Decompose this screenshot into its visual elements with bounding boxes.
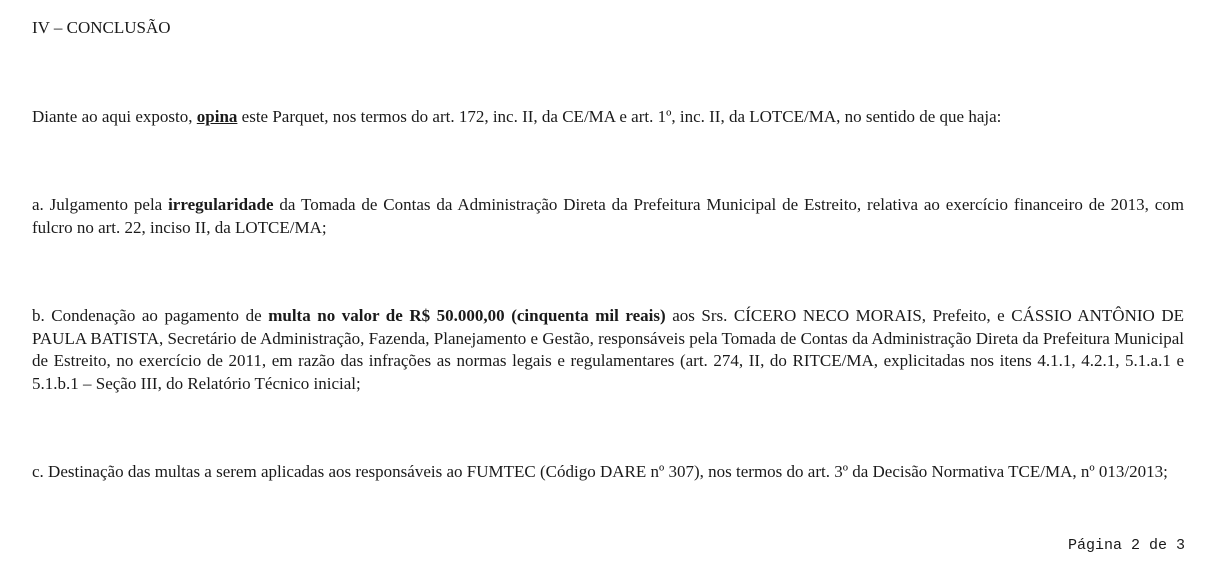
item-b-text-start: b. Condenação ao pagamento de bbox=[32, 306, 269, 325]
item-a-text-end: da Tomada de Contas da Administração Direta da Prefeitura Municipal de Estreito, relativa ao exercício financeiro de 2013, com fulcro no art. 22, inciso II, da LOTCE/MA; bbox=[32, 195, 1184, 237]
opina-emphasis: opina bbox=[196, 107, 238, 126]
item-b-text-end: aos Srs. CÍCERO NECO MORAIS, Prefeito, e CÁSSIO ANTÔNIO DE PAULA BATISTA, Secretário de Administração, Fazenda, Planejamento e Gestão, responsáveis pela Tomada de Contas da Administração Direta da Prefeitura Municipal de Estreito, no exercício de 2011, em razão das infrações as normas legais e regulamentares (art. 274, II, do RITCE/MA, explicitadas nos itens 4.1.1, 4.2.1, 5.1.a.1 e 5.1.b.1 – Seção III, do Relatório Técnico inicial; bbox=[32, 306, 1184, 393]
item-a-emphasis: irregularidade bbox=[168, 195, 274, 214]
list-item-b bbox=[32, 305, 1184, 395]
item-a-text-start: a. Julgamento pela bbox=[32, 195, 169, 214]
list-item-c bbox=[32, 461, 1184, 484]
section-title: IV – CONCLUSÃO bbox=[32, 18, 171, 37]
intro-text-end: este Parquet, nos termos do art. 172, inc. II, da CE/MA e art. 1º, inc. II, da LOTCE/MA, no sentido de que haja: bbox=[237, 107, 1002, 126]
list-item-a bbox=[32, 194, 1184, 239]
item-b-emphasis: multa no valor de R$ 50.000,00 (cinquenta mil reais) bbox=[268, 306, 666, 325]
item-c-text: c. Destinação das multas a serem aplicadas aos responsáveis ao FUMTEC (Código DARE nº 307), nos termos do art. 3º da Decisão Normativa TCE/MA, nº 013/2013; bbox=[32, 462, 1168, 481]
intro-text-start: Diante ao aqui exposto, bbox=[32, 107, 197, 126]
intro-paragraph bbox=[32, 106, 1184, 129]
page-number: Página 2 de 3 bbox=[1067, 537, 1185, 554]
